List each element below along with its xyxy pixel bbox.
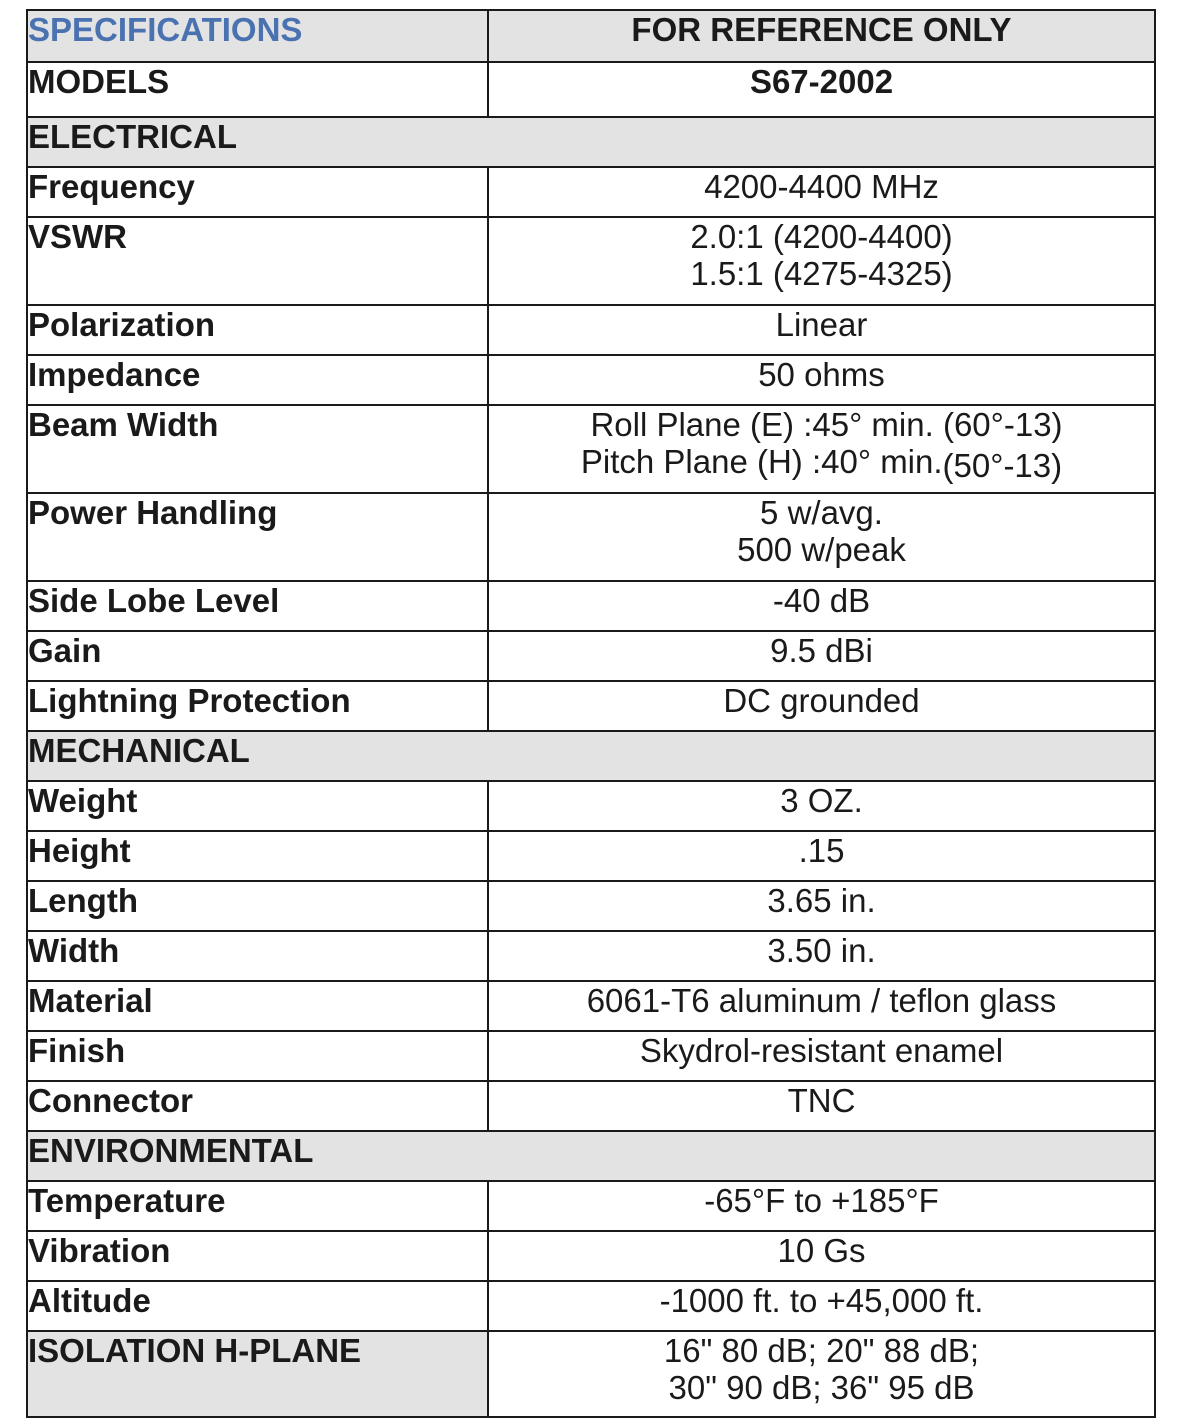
spec-label: Lightning Protection: [27, 681, 488, 731]
spec-value: DC grounded: [488, 681, 1155, 731]
table-row: [27, 681, 1155, 731]
spec-label: Altitude: [27, 1281, 488, 1331]
value-line: 5 w/avg.: [760, 494, 883, 531]
table-row: [27, 1281, 1155, 1331]
spec-value: TNC: [488, 1081, 1155, 1131]
table-row: [27, 305, 1155, 355]
table-row: [27, 831, 1155, 881]
spec-value: Linear: [488, 305, 1155, 355]
reference-note: FOR REFERENCE ONLY: [488, 10, 1155, 62]
specifications-table: [26, 9, 1156, 1418]
table-row: [27, 781, 1155, 831]
table-row: [27, 1081, 1155, 1131]
spec-value: 50 ohms: [488, 355, 1155, 405]
spec-label: Vibration: [27, 1231, 488, 1281]
value-line: [489, 406, 1154, 443]
table-row: [27, 1181, 1155, 1231]
isolation-value: [488, 1331, 1155, 1417]
spec-label: Power Handling: [27, 493, 488, 581]
beam-roll-extra: (60°-13): [942, 406, 1063, 443]
spec-value: 3.65 in.: [488, 881, 1155, 931]
spec-value: 9.5 dBi: [488, 631, 1155, 681]
table-row: [27, 1231, 1155, 1281]
models-row: [27, 62, 1155, 117]
spec-label: Temperature: [27, 1181, 488, 1231]
value-line: 16" 80 dB; 20" 88 dB;: [663, 1332, 980, 1369]
isolation-row: [27, 1331, 1155, 1417]
spec-value: 3 OZ.: [488, 781, 1155, 831]
table-row: [27, 931, 1155, 981]
table-row: [27, 631, 1155, 681]
spec-label: Width: [27, 931, 488, 981]
table-row: [27, 981, 1155, 1031]
spec-label: Length: [27, 881, 488, 931]
section-title: MECHANICAL: [27, 731, 1155, 781]
spec-value: 4200-4400 MHz: [488, 167, 1155, 217]
spec-value: -40 dB: [488, 581, 1155, 631]
section-electrical: [27, 117, 1155, 167]
spec-label: Gain: [27, 631, 488, 681]
spec-label: Finish: [27, 1031, 488, 1081]
spec-value: 3.50 in.: [488, 931, 1155, 981]
spec-label: Height: [27, 831, 488, 881]
beam-roll-text: Roll Plane (E) :45° min.: [590, 406, 934, 443]
section-title: ELECTRICAL: [27, 117, 1155, 167]
table-row: [27, 405, 1155, 493]
spec-label: VSWR: [27, 217, 488, 305]
section-environmental: [27, 1131, 1155, 1181]
spec-value: 6061-T6 aluminum / teflon glass: [488, 981, 1155, 1031]
value-line: 2.0:1 (4200-4400): [690, 218, 953, 255]
beam-pitch-extra: (50°-13): [942, 447, 1063, 484]
table-row: [27, 493, 1155, 581]
spec-value: Skydrol-resistant enamel: [488, 1031, 1155, 1081]
isolation-label: ISOLATION H-PLANE: [27, 1331, 488, 1417]
value-line: 500 w/peak: [737, 531, 906, 568]
spec-label: Beam Width: [27, 405, 488, 493]
section-title: ENVIRONMENTAL: [27, 1131, 1155, 1181]
spec-value: -1000 ft. to +45,000 ft.: [488, 1281, 1155, 1331]
table-row: [27, 167, 1155, 217]
value-line: [489, 443, 1154, 484]
spec-label: Frequency: [27, 167, 488, 217]
spec-label: Material: [27, 981, 488, 1031]
section-mechanical: [27, 731, 1155, 781]
table-row: [27, 1031, 1155, 1081]
spec-value: [488, 493, 1155, 581]
spec-label: Polarization: [27, 305, 488, 355]
spec-label: Connector: [27, 1081, 488, 1131]
beam-pitch-text: Pitch Plane (H) :40° min.: [580, 443, 943, 480]
specifications-title: SPECIFICATIONS: [27, 10, 488, 62]
table-row: [27, 881, 1155, 931]
value-line: 30" 90 dB; 36" 95 dB: [668, 1369, 975, 1406]
models-value: S67-2002: [488, 62, 1155, 117]
spec-value: 10 Gs: [488, 1231, 1155, 1281]
table-row: [27, 217, 1155, 305]
spec-label: Side Lobe Level: [27, 581, 488, 631]
table-row: [27, 581, 1155, 631]
spec-label: Impedance: [27, 355, 488, 405]
table-header-row: [27, 10, 1155, 62]
table-row: [27, 355, 1155, 405]
spec-value: [488, 217, 1155, 305]
spec-value: .15: [488, 831, 1155, 881]
value-line: 1.5:1 (4275-4325): [690, 255, 953, 292]
spec-value: [488, 405, 1155, 493]
spec-value: -65°F to +185°F: [488, 1181, 1155, 1231]
models-label: MODELS: [27, 62, 488, 117]
spec-label: Weight: [27, 781, 488, 831]
